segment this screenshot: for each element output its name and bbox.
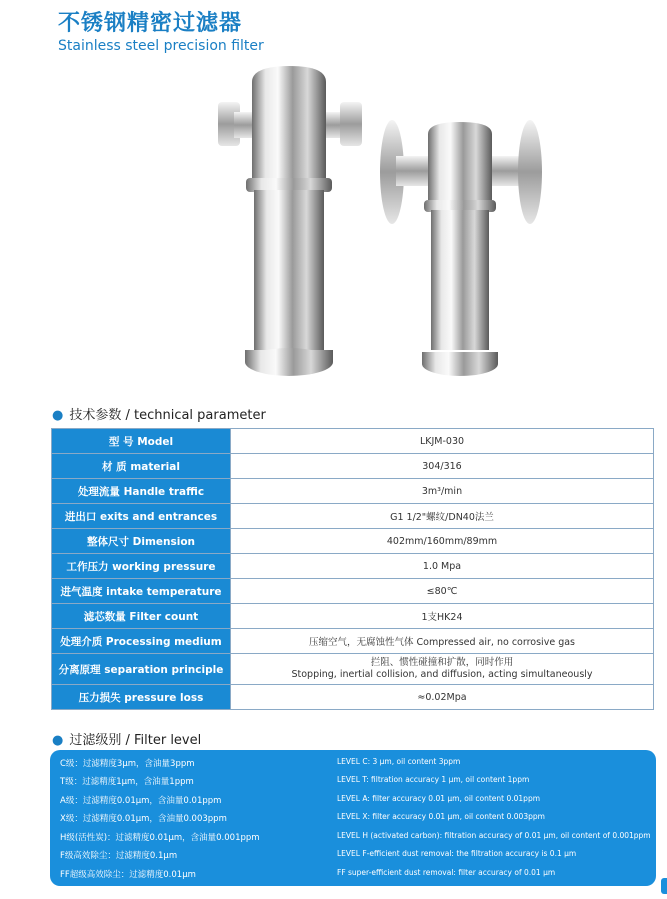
table-row xyxy=(52,454,654,479)
table-row xyxy=(52,529,654,554)
list-item xyxy=(50,809,656,828)
spec-value: ≈0.02Mpa xyxy=(231,685,654,710)
filter-level-cn: FF超级高效除尘：过滤精度0.01μm xyxy=(60,870,196,880)
spec-value: 1支HK24 xyxy=(231,604,654,629)
spec-label: 滤芯数量 Filter count xyxy=(52,604,231,629)
spec-value-line-1: 拦阻、惯性碰撞和扩散，同时作用 xyxy=(370,657,514,668)
spec-label: 型 号 Model xyxy=(52,429,231,454)
table-row xyxy=(52,429,654,454)
spec-value-line-2: Stopping, inertial collision, and diffusion, acting simultaneously xyxy=(291,669,593,680)
spec-value: 304/316 xyxy=(231,454,654,479)
list-item xyxy=(50,846,656,865)
spec-label: 进气温度 intake temperature xyxy=(52,579,231,604)
spec-label: 进出口 exits and entrances xyxy=(52,504,231,529)
page-edge-marker xyxy=(661,878,667,894)
list-item xyxy=(50,791,656,810)
spec-label: 整体尺寸 Dimension xyxy=(52,529,231,554)
table-row xyxy=(52,479,654,504)
bullet-dot-icon: ● xyxy=(52,408,64,423)
filter-level-en: LEVEL H (activated carbon): filtration accuracy of 0.01 μm, oil content of 0.001ppm xyxy=(337,831,651,840)
filter-level-en: LEVEL C: 3 μm, oil content 3ppm xyxy=(337,757,461,766)
bullet-dot-icon: ● xyxy=(52,733,64,748)
tech-section-heading xyxy=(52,404,266,423)
spec-label: 分离原理 separation principle xyxy=(52,654,231,685)
filter-level-panel xyxy=(50,750,656,886)
filter-level-cn: F级高效除尘：过滤精度0.1μm xyxy=(60,851,178,861)
filter-level-en: FF super-efficient dust removal: filter accuracy of 0.01 μm xyxy=(337,868,556,877)
product-photo xyxy=(200,62,560,402)
filter-level-cn: C级：过滤精度3μm，含油量3ppm xyxy=(60,759,195,769)
table-row xyxy=(52,629,654,654)
spec-value: G1 1/2"螺纹/DN40法兰 xyxy=(231,504,654,529)
spec-label: 处理流量 Handle traffic xyxy=(52,479,231,504)
spec-table xyxy=(51,428,654,710)
list-item xyxy=(50,772,656,791)
tech-section-heading-text: 技术参数 / technical parameter xyxy=(69,408,266,423)
filter-level-cn: A级：过滤精度0.01μm，含油量0.01ppm xyxy=(60,796,222,806)
spec-label: 处理介质 Processing medium xyxy=(52,629,231,654)
filter-level-en: LEVEL T: filtration accuracy 1 μm, oil content 1ppm xyxy=(337,775,530,784)
filter-level-cn: T级：过滤精度1μm，含油量1ppm xyxy=(60,777,194,787)
spec-value: LKJM-030 xyxy=(231,429,654,454)
spec-value xyxy=(231,654,654,685)
spec-value: 3m³/min xyxy=(231,479,654,504)
spec-value: 402mm/160mm/89mm xyxy=(231,529,654,554)
list-item xyxy=(50,754,656,773)
spec-value: 压缩空气，无腐蚀性气体 Compressed air, no corrosive gas xyxy=(231,629,654,654)
filter-unit-right xyxy=(380,120,542,376)
spec-value: 1.0 Mpa xyxy=(231,554,654,579)
table-row xyxy=(52,554,654,579)
table-row xyxy=(52,579,654,604)
filter-unit-left xyxy=(218,66,362,376)
page-title-cn: 不锈钢精密过滤器 xyxy=(58,11,243,36)
table-row xyxy=(52,504,654,529)
spec-label: 材 质 material xyxy=(52,454,231,479)
filter-level-cn: H级(活性炭)：过滤精度0.01μm，含油量0.001ppm xyxy=(60,833,260,843)
filter-level-en: LEVEL A: filter accuracy 0.01 μm, oil content 0.01ppm xyxy=(337,794,541,803)
page-title-en: Stainless steel precision filter xyxy=(58,38,264,54)
list-item xyxy=(50,865,656,884)
filter-level-en: LEVEL X: filter accuracy 0.01 μm, oil content 0.003ppm xyxy=(337,812,545,821)
spec-label: 压力损失 pressure loss xyxy=(52,685,231,710)
table-row xyxy=(52,654,654,685)
spec-value: ≤80℃ xyxy=(231,579,654,604)
spec-label: 工作压力 working pressure xyxy=(52,554,231,579)
table-row xyxy=(52,604,654,629)
filter-section-heading-text: 过滤级别 / Filter level xyxy=(69,733,202,748)
filter-level-cn: X级：过滤精度0.01μm，含油量0.003ppm xyxy=(60,814,227,824)
filter-section-heading xyxy=(52,729,201,748)
filter-level-en: LEVEL F-efficient dust removal: the filtration accuracy is 0.1 μm xyxy=(337,849,577,858)
table-row xyxy=(52,685,654,710)
list-item xyxy=(50,828,656,847)
